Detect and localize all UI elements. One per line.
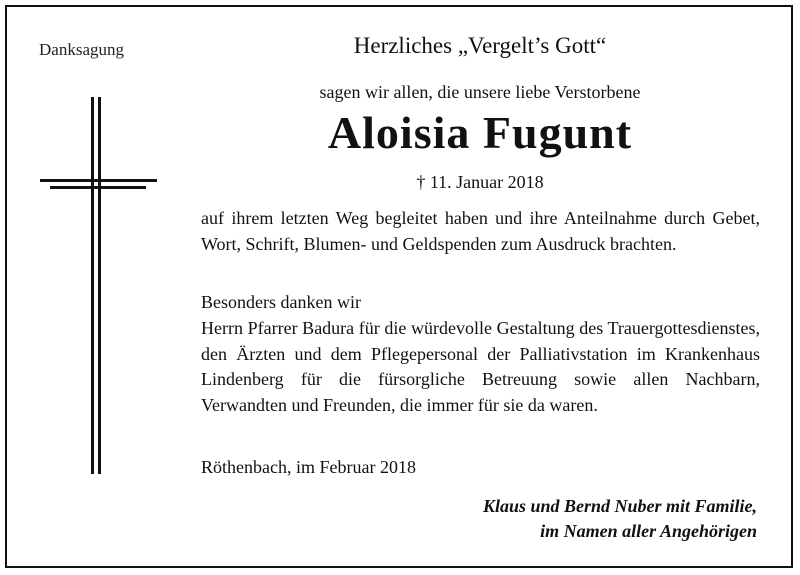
thanks-heading: Herzliches „Vergelt’s Gott“	[353, 33, 607, 58]
death-date: † 11. Januar 2018	[416, 172, 544, 192]
intro-line: sagen wir allen, die unsere liebe Verstorbene	[319, 82, 641, 102]
deceased-name: Aloisia Fugunt	[327, 107, 633, 158]
place-and-date: Röthenbach, im Februar 2018	[201, 457, 416, 477]
signature-block	[483, 494, 757, 544]
special-thanks-paragraph: Herrn Pfarrer Badura für die würdevolle Gestaltung des Trauergottesdienstes, den Ärzten und dem Pflegepersonal der Palliativstation im Krankenhaus Lindenberg für die fürsorgliche Betreuung sowie allen Nachbarn, Verwandten und Freunden, die immer für sie da waren.	[201, 318, 760, 415]
thanks-paragraph: auf ihrem letzten Weg begleitet haben und ihre Anteilnahme durch Gebet, Wort, Schrift, Blumen- und Geldspenden zum Ausdruck brachten.	[201, 208, 760, 254]
signature-line-1: Klaus und Bernd Nuber mit Familie,	[482, 496, 757, 516]
notice-type-label: Danksagung	[39, 40, 124, 59]
special-thanks-intro: Besonders danken wir	[201, 292, 361, 312]
signature-line-2: im Namen aller Angehörigen	[540, 521, 757, 541]
